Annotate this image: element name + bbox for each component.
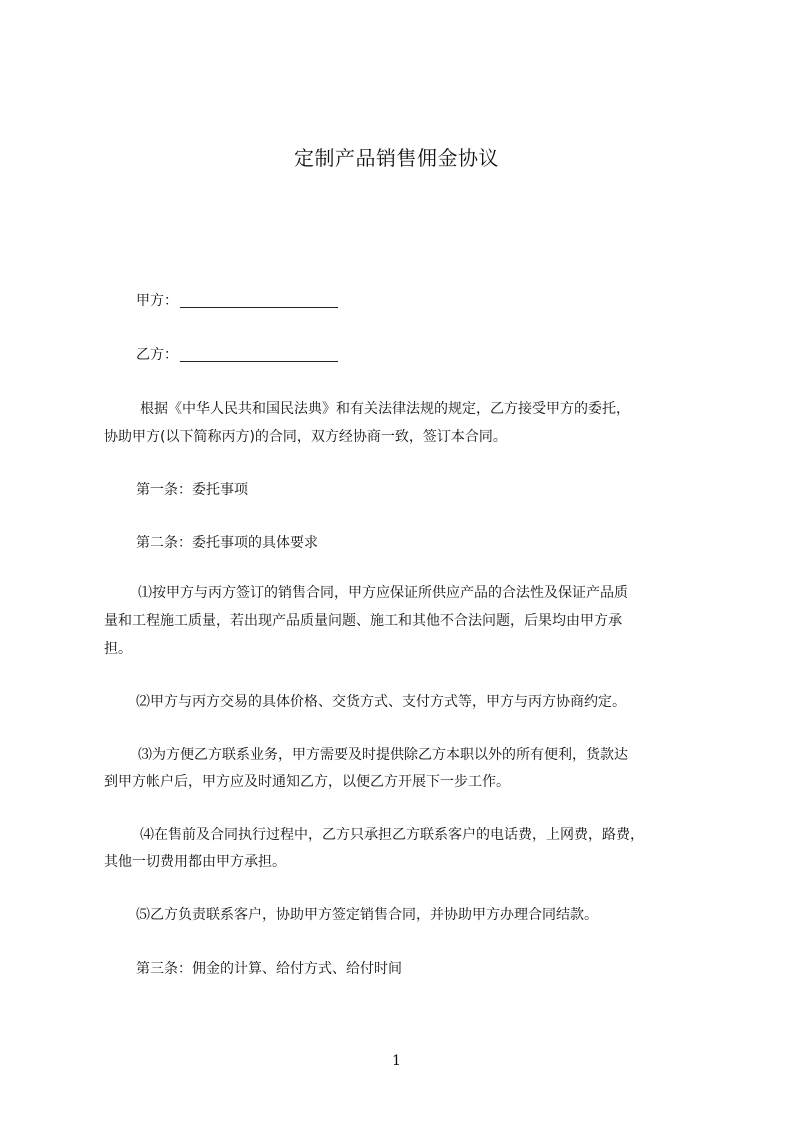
item-4-line-2: 其他一切费用都由甲方承担。: [104, 854, 286, 870]
item-1-line-3: 担。: [104, 641, 132, 657]
party-a-line: [136, 286, 338, 316]
intro-line-1: 根据《中华人民共和国民法典》和有关法律法规的规定，乙方接受甲方的委托，: [140, 401, 630, 417]
article-2-heading: 第二条：委托事项的具体要求: [136, 535, 318, 551]
intro-line-2: 协助甲方(以下简称丙方)的合同，双方经协商一致，签订本合同。: [104, 429, 507, 445]
item-3-line-2: 到甲方帐户后，甲方应及时通知乙方，以便乙方开展下一步工作。: [104, 774, 510, 790]
article-1-heading: 第一条：委托事项: [136, 482, 248, 498]
item-3-line-1: ⑶为方便乙方联系业务，甲方需要及时提供除乙方本职以外的所有便利，货款达: [138, 747, 628, 763]
document-title: 定制产品销售佣金协议: [294, 146, 499, 170]
party-a-blank: [180, 291, 338, 308]
party-b-label: 乙方：: [136, 347, 178, 363]
page-number: 1: [392, 1053, 401, 1069]
party-a-label: 甲方：: [136, 293, 178, 309]
party-b-blank: [180, 345, 338, 362]
item-1-line-2: 量和工程施工质量，若出现产品质量问题、施工和其他不合法问题，后果均由甲方承: [104, 613, 622, 629]
item-2: ⑵甲方与丙方交易的具体价格、交货方式、支付方式等，甲方与丙方协商约定。: [136, 694, 626, 710]
party-b-line: [136, 340, 338, 370]
item-5: ⑸乙方负责联系客户，协助甲方签定销售合同，并协助甲方办理合同结款。: [136, 907, 598, 923]
item-1-line-1: ⑴按甲方与丙方签订的销售合同，甲方应保证所供应产品的合法性及保证产品质: [138, 585, 628, 601]
item-4-line-1: ⑷在售前及合同执行过程中，乙方只承担乙方联系客户的电话费，上网费，路费，: [140, 827, 644, 843]
article-3-heading: 第三条：佣金的计算、给付方式、给付时间: [136, 961, 402, 977]
